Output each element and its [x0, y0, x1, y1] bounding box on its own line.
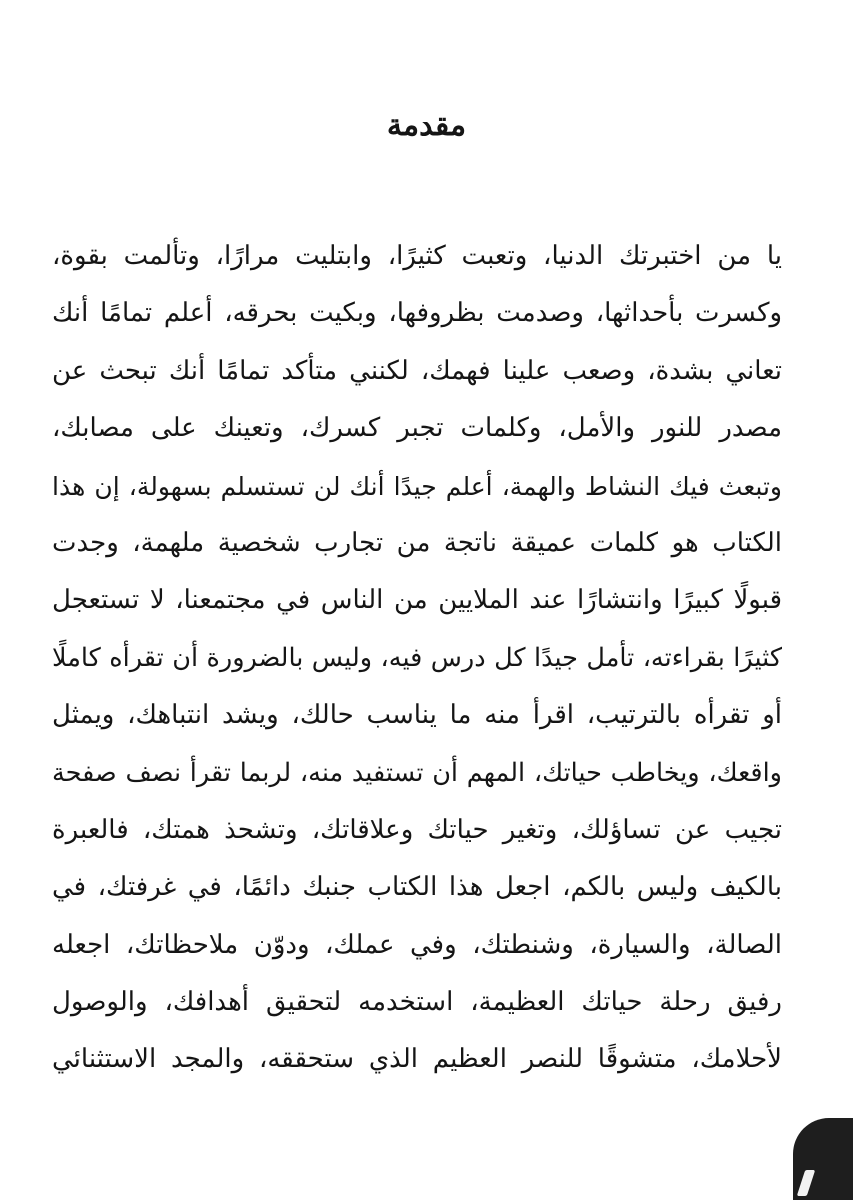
text-line: لأحلامك، متشوقًا للنصر العظيم الذي ستحققه، والمجد الاستثنائي [52, 1044, 782, 1075]
text-line: أو تقرأه بالترتيب، اقرأ منه ما يناسب حالك، ويشد انتباهك، ويمثل [52, 700, 782, 731]
body-paragraph [52, 228, 782, 1089]
text-line: كثيرًا بقراءته، تأمل جيدًا كل درس فيه، وليس بالضرورة أن تقرأه كاملًا [52, 642, 782, 673]
text-line: قبولًا كبيرًا وانتشارًا عند الملايين من الناس في مجتمعنا، لا تستعجل [52, 585, 782, 616]
text-line: واقعك، ويخاطب حياتك، المهم أن تستفيد منه، لربما تقرأ نصف صفحة [52, 757, 782, 788]
text-line: بالكيف وليس بالكم، اجعل هذا الكتاب جنبك دائمًا، في غرفتك، في [52, 872, 782, 903]
text-line: رفيق رحلة حياتك العظيمة، استخدمه لتحقيق أهدافك، والوصول [52, 987, 782, 1018]
text-line: الكتاب هو كلمات عميقة ناتجة من تجارب شخصية ملهمة، وجدت [52, 527, 782, 558]
text-line: الصالة، والسيارة، وشنطتك، وفي عملك، ودوّن ملاحظاتك، اجعله [52, 929, 782, 960]
text-line: وتبعث فيك النشاط والهمة، أعلم جيدًا أنك لن تستسلم بسهولة، إن هذا [52, 471, 782, 501]
page-corner-tab [793, 1118, 853, 1200]
corner-mark-icon [797, 1170, 815, 1196]
text-line: مصدر للنور والأمل، وكلمات تجبر كسرك، وتعينك على مصابك، [52, 413, 782, 444]
text-line: وكسرت بأحداثها، وصدمت بظروفها، وبكيت بحرقه، أعلم تمامًا أنك [52, 298, 782, 329]
page-title: مقدمة [386, 108, 467, 143]
text-line: تعاني بشدة، وصعب علينا فهمك، لكنني متأكد تمامًا أنك تبحث عن [52, 355, 782, 386]
text-line: يا من اختبرتك الدنيا، وتعبت كثيرًا، وابتليت مرارًا، وتألمت بقوة، [52, 241, 782, 271]
text-line: تجيب عن تساؤلك، وتغير حياتك وعلاقاتك، وتشحذ همتك، فالعبرة [52, 814, 782, 845]
